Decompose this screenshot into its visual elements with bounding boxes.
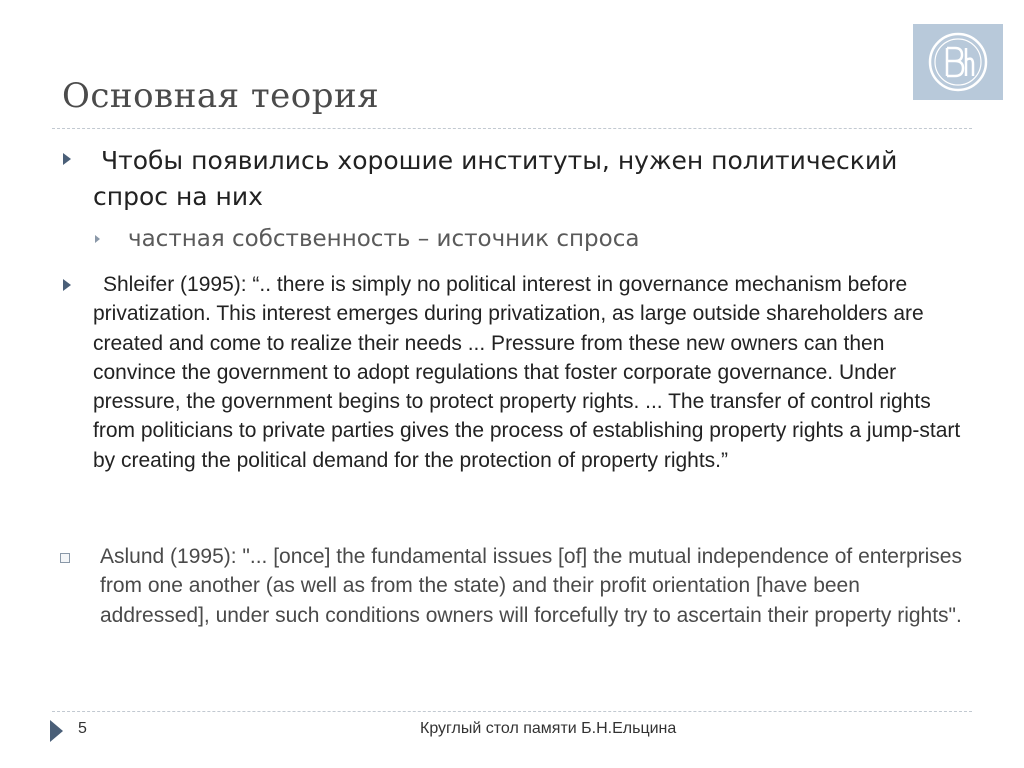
title-divider xyxy=(52,128,972,129)
bullet-2-text: частная собственность – источник спроса xyxy=(128,226,640,252)
page-number: 5 xyxy=(78,720,87,737)
footer-text: Круглый стол памяти Б.Н.Ельцина xyxy=(420,720,677,737)
slide-title: Основная теория xyxy=(62,76,380,116)
triangle-bullet-icon xyxy=(63,279,71,291)
bullet-3-text: Shleifer (1995): “.. there is simply no political interest in governance mechanism before privatization. This interest emerges during privatization, as large outside shareholders are created and come to realize their needs ... Pressure from these new owners can then convince the government to adopt regulations that foster corporate governance. Under pressure, the government begins to protect property rights. ... The transfer of control rights from politicians to private parties gives the process of establishing property rights a jump-start by creating the political demand for the protection of property rights.” xyxy=(93,273,961,472)
footer-arrow-icon xyxy=(50,720,63,742)
triangle-bullet-icon xyxy=(63,153,71,165)
square-bullet-icon xyxy=(60,553,70,563)
hse-logo-icon xyxy=(913,24,1003,100)
small-triangle-bullet-icon xyxy=(95,235,100,243)
bullet-4-text: Aslund (1995): "... [once] the fundamental issues [of] the mutual independence of enterprises from one another (as well as from the state) and their profit orientation [have been addressed], under such conditions owners will forcefully try to ascertain their property rights". xyxy=(100,545,962,627)
footer-divider xyxy=(52,711,972,712)
bullet-1-text: Чтобы появились хорошие институты, нужен политический спрос на них xyxy=(93,146,898,211)
